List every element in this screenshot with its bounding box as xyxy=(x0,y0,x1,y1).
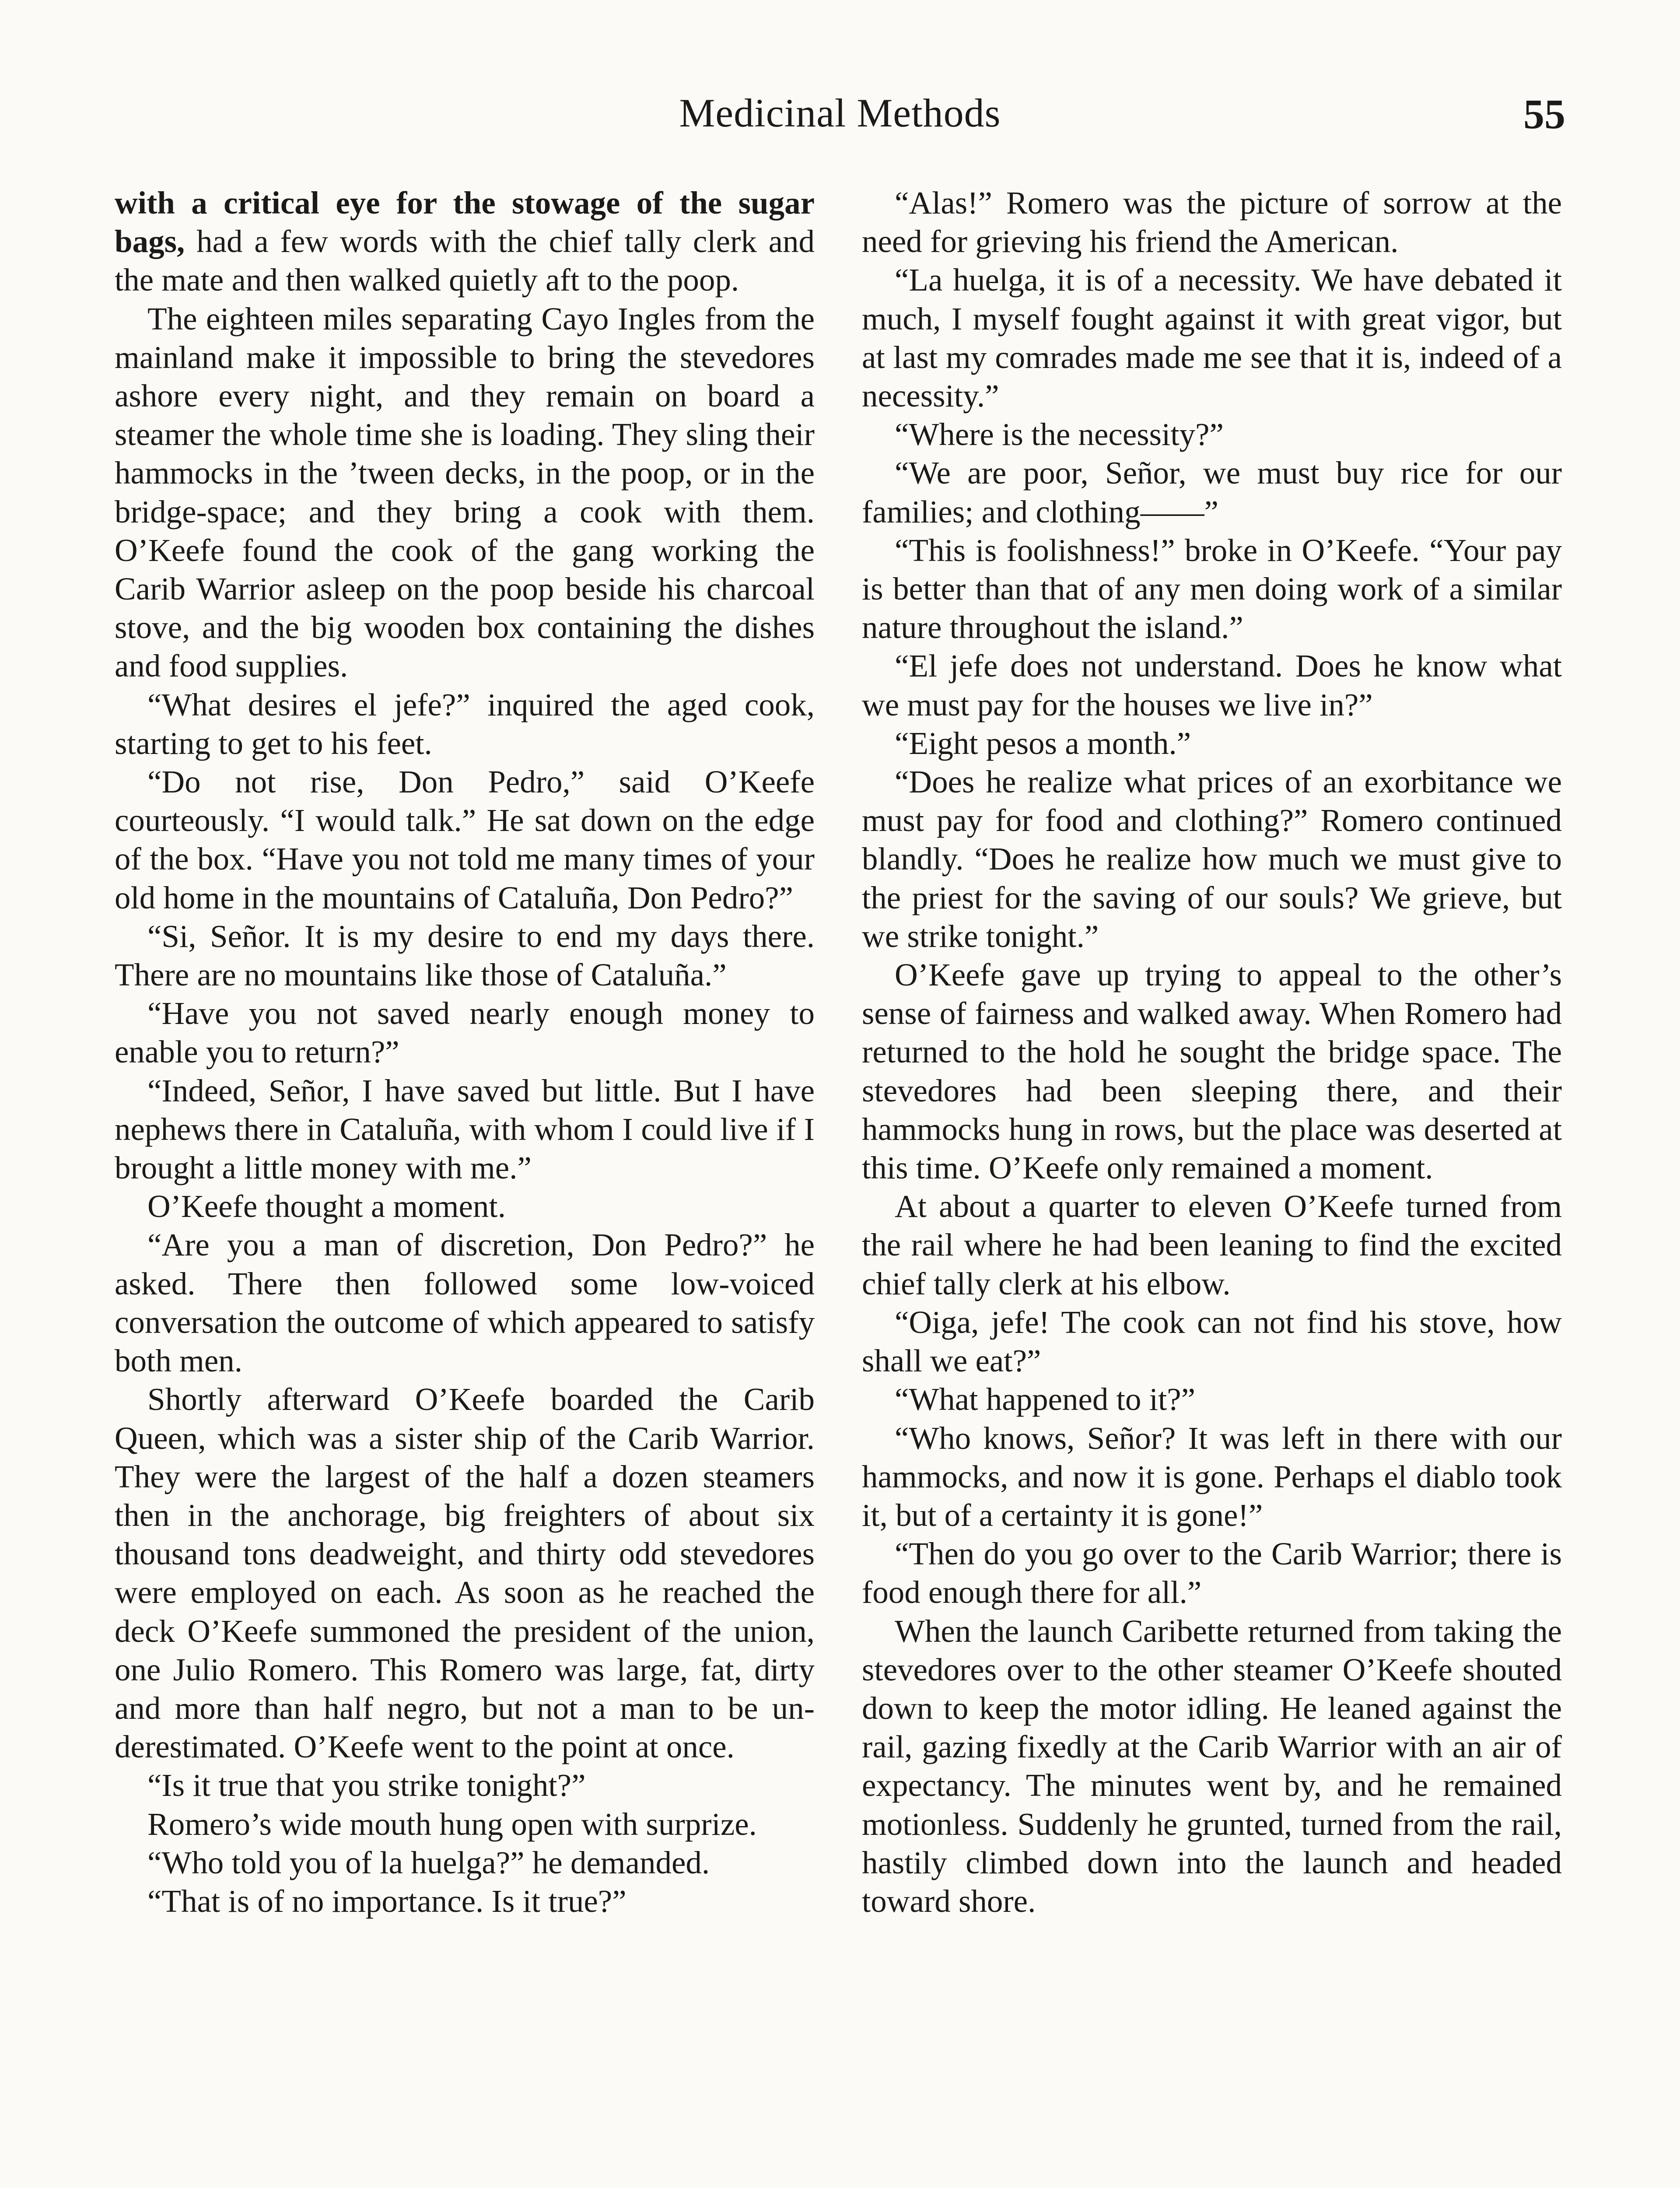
paragraph: “Have you not saved nearly enough money to enable you to return?” xyxy=(115,996,815,1070)
paragraph xyxy=(115,184,815,300)
paragraph: “That is of no importance. Is it true?” xyxy=(147,1883,626,1919)
paragraph: “Eight pesos a month.” xyxy=(895,725,1191,761)
paragraph: “What desires el jefe?” inquired the aged cook, starting to get to his feet. xyxy=(115,687,815,761)
running-head: Medicinal Methods xyxy=(679,91,1001,135)
paragraph: “Who told you of la huelga?” he demanded. xyxy=(147,1844,710,1880)
paragraph: Shortly afterward O’Keefe boarded the Carib Queen, which was a sister ship of the Carib Warrior. They were the largest of the half a dozen steamers then in the anchorage, big freighters of about six thousand tons deadweight, and thirty odd stevedores were employed on each. As soon as he reached the deck O’Keefe summoned the president of the union, one Julio Romero. This Romero was large, fat, dirty and more than half negro, but not a man to be underestimated. O’Keefe went to the point at once. xyxy=(115,1382,815,1765)
paragraph: At about a quarter to eleven O’Keefe turned from the rail where he had been leaning to find the excited chief tally clerk at his elbow. xyxy=(862,1189,1562,1301)
paragraph: “El jefe does not understand. Does he know what we must pay for the houses we live in?” xyxy=(862,648,1562,722)
paragraph: “La huelga, it is of a necessity. We have debated it much, I myself fought against it with great vigor, but at last my comrades made me see that it is, indeed of a necessity.” xyxy=(862,262,1562,414)
paragraph: O’Keefe thought a moment. xyxy=(147,1189,506,1224)
left-column xyxy=(115,184,815,1921)
paragraph: “Are you a man of discretion, Don Pedro?” he asked. There then followed some low-voiced conversation the outcome of which appeared to satisfy both men. xyxy=(115,1227,815,1379)
paragraph: “Is it true that you strike tonight?” xyxy=(147,1767,586,1803)
paragraph: “Oiga, jefe! The cook can not find his stove, how shall we eat?” xyxy=(862,1304,1562,1379)
paragraph: “Who knows, Señor? It was left in there with our hammocks, and now it is gone. Perhaps el diablo took it, but of a certainty it is gone!” xyxy=(862,1420,1562,1533)
paragraph: “What happened to it?” xyxy=(895,1382,1196,1417)
right-column xyxy=(862,184,1562,1921)
paragraph: “We are poor, Señor, we must buy rice for our families; and clothing——” xyxy=(862,455,1562,529)
paragraph: “Then do you go over to the Carib Warrior; there is food enough there for all.” xyxy=(862,1536,1562,1610)
paragraph: “Indeed, Señor, I have saved but little. But I have nephews there in Cataluña, with whom I could live if I brought a little money with me.” xyxy=(115,1073,815,1186)
bold-lead-text: with a critical eye for the stowage of the sugar bags, xyxy=(115,185,815,259)
paragraph: “Where is the necessity?” xyxy=(895,417,1224,452)
paragraph: Romero’s wide mouth hung open with surprize. xyxy=(147,1806,757,1842)
paragraph: When the launch Caribette returned from taking the stevedores over to the other steamer O’Keefe shouted down to keep the motor idling. He leaned against the rail, gazing fixedly at the Carib Warrior with an air of expectancy. The minutes went by, and he remained motionless. Suddenly he grunted, turned from the rail, hastily climbed down into the launch and headed toward shore. xyxy=(862,1613,1562,1919)
paragraph: “Do not rise, Don Pedro,” said O’Keefe courteously. “I would talk.” He sat down on the edge of the box. “Have you not told me many times of your old home in the mountains of Cataluña, Don Pedro?” xyxy=(115,764,815,915)
paragraph: O’Keefe gave up trying to appeal to the other’s sense of fairness and walked away. When Romero had returned to the hold he sought the bridge space. The stevedores had been sleeping there, and their hammocks hung in rows, but the place was deserted at this time. O’Keefe only remained a moment. xyxy=(862,957,1562,1186)
paragraph: “This is foolishness!” broke in O’Keefe. “Your pay is better than that of any men doing work of a similar nature throughout the island.” xyxy=(862,532,1562,645)
paragraph: “Si, Señor. It is my desire to end my days there. There are no mountains like those of Cataluña.” xyxy=(115,918,815,993)
paragraph: The eighteen miles separating Cayo Ingles from the mainland make it impossible to bring the stevedores ashore every night, and they remain on board a steamer the whole time she is loading. They sling their hammocks in the ’tween decks, in the poop, or in the bridge-space; and they bring a cook with them. O’Keefe found the cook of the gang working the Carib Warrior asleep on the poop beside his charcoal stove, and the big wooden box containing the dishes and food supplies. xyxy=(115,301,815,684)
paragraph: “Alas!” Romero was the picture of sorrow at the need for grieving his friend the American. xyxy=(862,185,1562,259)
paragraph: “Does he realize what prices of an exorbitance we must pay for food and clothing?” Romero continued blandly. “Does he realize how much we must give to the priest for the saving of our souls? We grieve, but we strike tonight.” xyxy=(862,764,1562,954)
page-number: 55 xyxy=(1523,91,1565,137)
paragraph-text: had a few words with the chief tally clerk and the mate and then walked quietly aft to the poop. xyxy=(115,224,815,298)
